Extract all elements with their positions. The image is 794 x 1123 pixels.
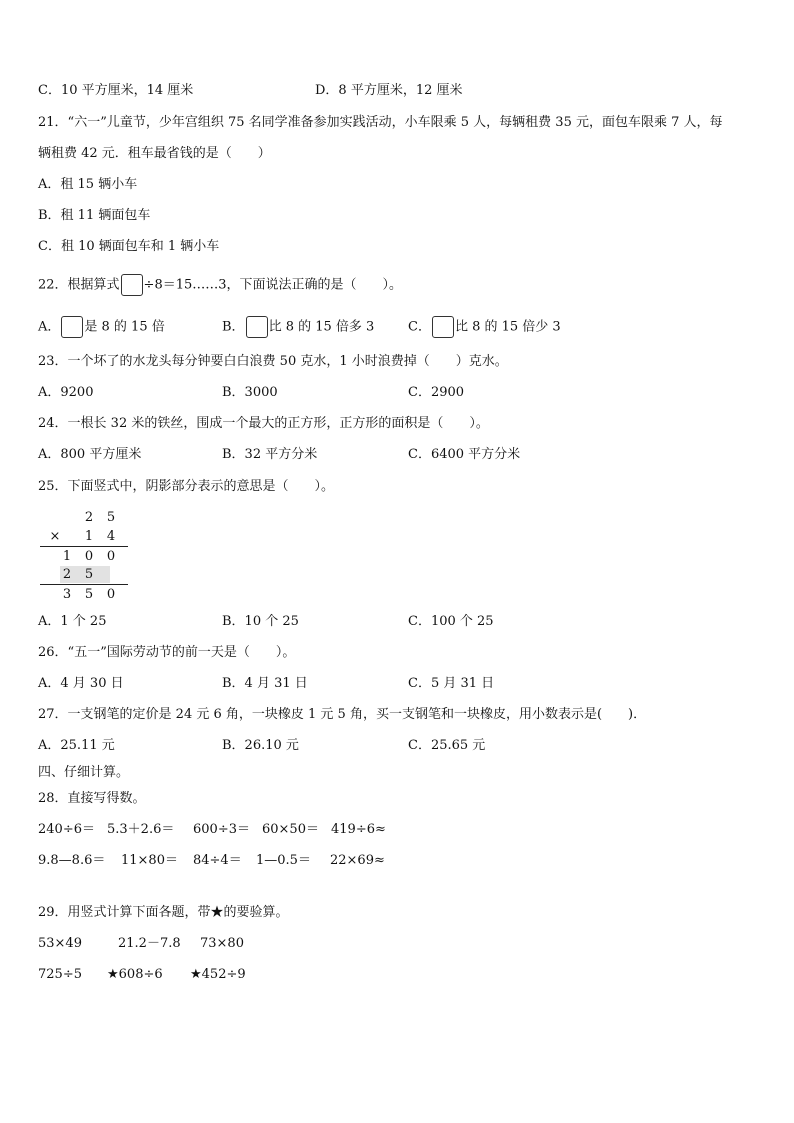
q25-option-a: A．1 个 25 (38, 614, 107, 629)
q20-option-c: C．10 平方厘米，14 厘米 (38, 83, 194, 98)
q28-item: 5.3＋2.6＝ (107, 822, 175, 837)
q22-option-b (222, 316, 374, 338)
q22-option-a-label: A． (38, 319, 61, 335)
q29-item: ★608÷6 (107, 967, 163, 982)
q22-stem (38, 274, 402, 296)
q21-option-c: C．租 10 辆面包车和 1 辆小车 (38, 239, 220, 254)
q28-stem: 28．直接写得数。 (38, 791, 146, 806)
calc-digit: 5 (84, 587, 94, 602)
q22-option-c-box (432, 316, 454, 338)
q21-option-a: A．租 15 辆小车 (38, 177, 138, 192)
q24-option-b: B．32 平方分米 (222, 447, 318, 462)
q28-item: 9.8—8.6＝ (38, 853, 106, 868)
q22-option-c-label: C． (408, 319, 431, 335)
q22-option-a (38, 316, 165, 338)
q28-item: 11×80＝ (121, 853, 178, 868)
q28-item: 600÷3＝ (193, 822, 250, 837)
q28-item: 1—0.5＝ (256, 853, 311, 868)
q28-item: 419÷6≈ (331, 822, 386, 837)
calc-digit: 0 (106, 587, 116, 602)
calc-rule (40, 546, 128, 547)
calc-digit: 2 (62, 567, 72, 582)
q28-item: 240÷6＝ (38, 822, 95, 837)
q22-stem-suffix: ÷8＝15……3，下面说法正确的是（ ）。 (143, 277, 403, 293)
q27-option-c: C．25.65 元 (408, 738, 486, 753)
q25-option-c: C．100 个 25 (408, 614, 494, 629)
calc-digit: 2 (84, 510, 94, 525)
calc-digit: 5 (84, 567, 94, 582)
q23-stem: 23．一个坏了的水龙头每分钟要白白浪费 50 克水，1 小时浪费掉（ ）克水。 (38, 354, 508, 369)
calc-digit: 0 (84, 549, 94, 564)
q22-option-c-text: 比 8 的 15 倍少 3 (454, 319, 561, 335)
q22-stem-prefix: 22．根据算式 (38, 277, 120, 293)
calc-rule (40, 584, 128, 585)
q27-option-b: B．26.10 元 (222, 738, 299, 753)
q23-option-a: A．9200 (38, 385, 94, 400)
q24-stem: 24．一根长 32 米的铁丝，围成一个最大的正方形，正方形的面积是（ ）。 (38, 416, 489, 431)
q22-option-c (408, 316, 561, 338)
q27-stem: 27．一支钢笔的定价是 24 元 6 角，一块橡皮 1 元 5 角，买一支钢笔和一块橡皮，用小数表示是( )． (38, 707, 647, 722)
q29-item: 53×49 (38, 936, 82, 951)
calc-digit: 1 (62, 549, 72, 564)
q28-item: 22×69≈ (330, 853, 385, 868)
calc-digit: 5 (106, 510, 116, 525)
q26-option-b: B．4 月 31 日 (222, 676, 308, 691)
q28-item: 60×50＝ (262, 822, 319, 837)
calc-digit: 4 (106, 529, 116, 544)
q25-option-b: B．10 个 25 (222, 614, 299, 629)
calc-digit: 3 (62, 587, 72, 602)
q29-item: 21.2－7.8 (118, 936, 181, 951)
q22-option-a-text: 是 8 的 15 倍 (84, 319, 165, 335)
q26-option-c: C．5 月 31 日 (408, 676, 495, 691)
q20-option-d: D．8 平方厘米，12 厘米 (315, 83, 463, 98)
q26-stem: 26．“五一”国际劳动节的前一天是（ ）。 (38, 645, 296, 660)
q22-option-b-box (246, 316, 268, 338)
q27-option-a: A．25.11 元 (38, 738, 115, 753)
q28-item: 84÷4＝ (193, 853, 242, 868)
q29-item: 73×80 (200, 936, 244, 951)
q21-stem-line1: 21．“六一”儿童节，少年宫组织 75 名同学准备参加实践活动，小车限乘 5 人，每辆租费 35 元，面包车限乘 7 人，每 (38, 115, 723, 130)
q22-option-b-label: B． (222, 319, 245, 335)
q29-item: ★452÷9 (190, 967, 246, 982)
calc-multiply-sign: × (49, 529, 61, 544)
calc-digit: 0 (106, 549, 116, 564)
q25-stem: 25．下面竖式中，阴影部分表示的意思是（ ）。 (38, 479, 335, 494)
q26-option-a: A．4 月 30 日 (38, 676, 124, 691)
q29-item: 725÷5 (38, 967, 82, 982)
q22-option-b-text: 比 8 的 15 倍多 3 (268, 319, 375, 335)
q21-option-b: B．租 11 辆面包车 (38, 208, 151, 223)
q24-option-a: A．800 平方厘米 (38, 447, 142, 462)
q22-blank-box (121, 274, 143, 296)
q25-vertical-calculation (38, 508, 138, 604)
q23-option-c: C．2900 (408, 385, 465, 400)
section-4-title: 四、仔细计算。 (38, 765, 130, 780)
q23-option-b: B．3000 (222, 385, 278, 400)
q24-option-c: C．6400 平方分米 (408, 447, 521, 462)
q29-stem: 29．用竖式计算下面各题，带★的要验算。 (38, 905, 289, 920)
q22-option-a-box (61, 316, 83, 338)
q21-stem-line2: 辆租费 42 元．租车最省钱的是（ ） (38, 146, 271, 161)
calc-digit: 1 (84, 529, 94, 544)
